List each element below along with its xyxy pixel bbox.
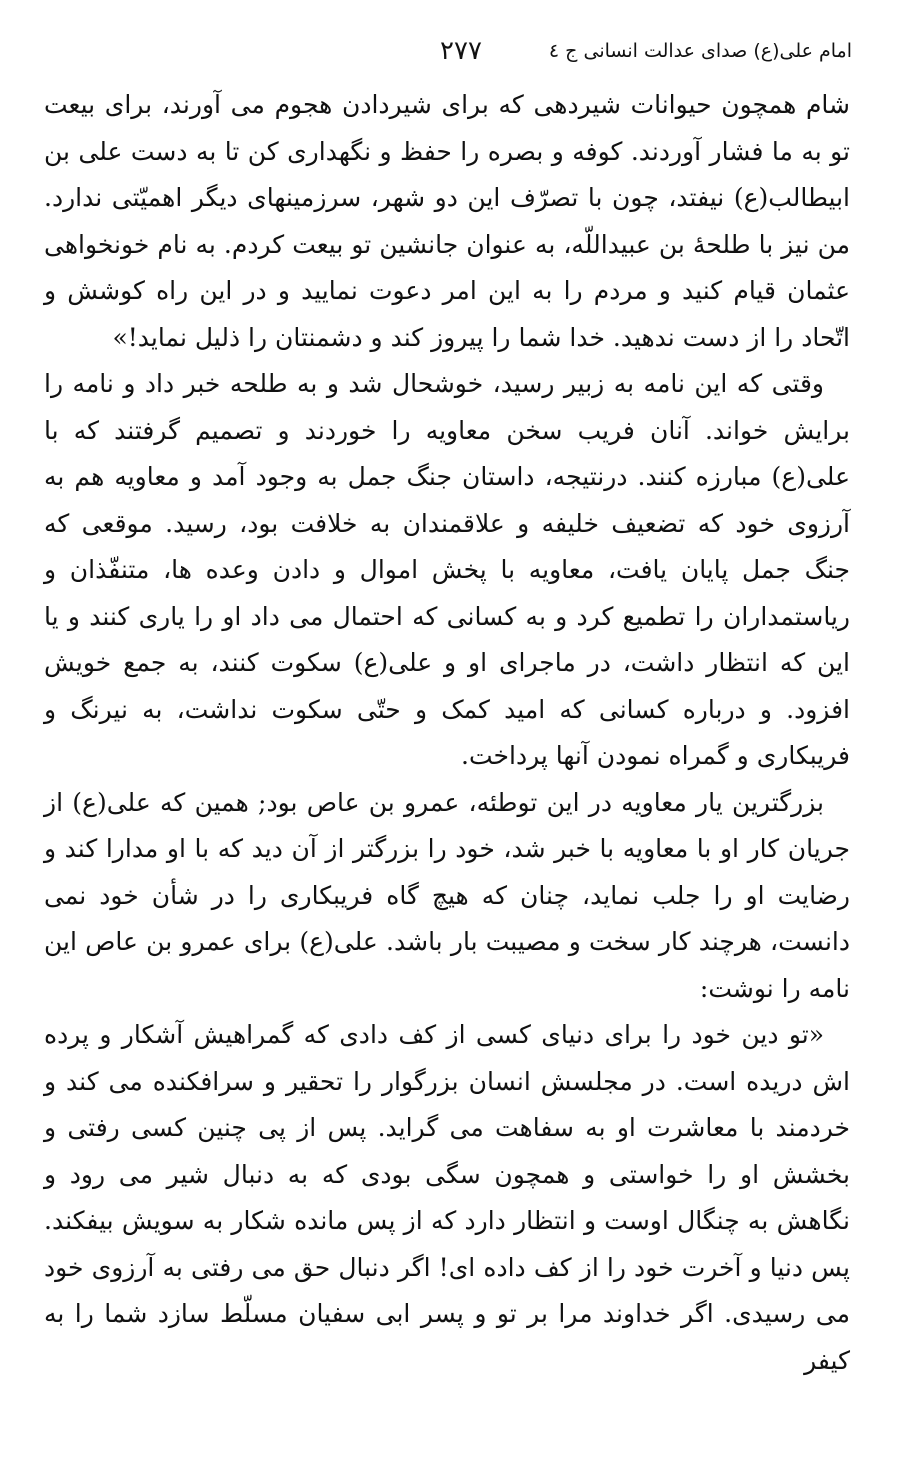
page-header [40,36,852,72]
body-text [44,82,850,1384]
paragraph-2: وقتی که این نامه به زبیر رسید، خوشحال شد و به طلحه خبر داد و نامه را برایش خواند. آنان فریب سخن معاویه را خوردند و تصمیم گرفتند که با علی(ع) مبارزه کنند. درنتیجه، داستان جنگ جمل به وجود آمد و معاویه هم به آرزوی خود که تضعیف خلیفه و علاقمندان به خلافت بود، رسید. موقعی که جنگ جمل پایان یافت، معاویه با پخش اموال و دادن وعده ها، متنفّذان و ریاستمداران را تطمیع کرد و به کسانی که احتمال می داد او را یاری کنند و یا این که انتظار داشت، در ماجرای او و علی(ع) سکوت کنند، به جمع خویش افزود. و درباره کسانی که امید کمک و حتّی سکوت نداشت، به نیرنگ و فریبکاری و گمراه نمودن آنها پرداخت. [44,369,850,770]
paragraph-1: شام همچون حیوانات شیردهی که برای شیردادن هجوم می آورند، برای بیعت تو به ما فشار آوردند. کوفه و بصره را حفظ و نگهداری کن تا به دست علی بن ابیطالب(ع) نیفتد، چون با تصرّف این دو شهر، سرزمینهای دیگر اهمیّتی ندارد. من نیز با طلحهٔ بن عبیداللّه، به عنوان جانشین تو بیعت کردم. به نام خونخواهی عثمان قیام کنید و مردم را به این امر دعوت نمایید و در این راه کوشش و اتّحاد را از دست ندهید. خدا شما را پیروز کند و دشمنتان را ذلیل نماید!» [44,90,850,352]
paragraph-4: «تو دین خود را برای دنیای کسی از کف دادی که گمراهیش آشکار و پرده اش دریده است. در مجلسش انسان بزرگوار را تحقیر و سرافکنده می کند و خردمند با معاشرت او به سفاهت می گراید. پس از پی چنین کسی رفتی و بخشش او را خواستی و همچون سگی بودی که به دنبال شیر می رود و نگاهش به چنگال اوست و انتظار دارد که از پس مانده شکار به سویش بیفکند. پس دنیا و آخرت خود را از کف داده ای! اگر دنبال حق می رفتی به آرزوی خود می رسیدی. اگر خداوند مرا بر تو و پسر ابی سفیان مسلّط سازد شما را به کیفر [44,1020,850,1375]
paragraph-3: بزرگترین یار معاویه در این توطئه، عمرو بن عاص بود; همین که علی(ع) از جریان کار او با معاویه با خبر شد، خود را بزرگتر از آن دید که با او مدارا کند و رضایت او را جلب نماید، چنان که هیچ گاه فریبکاری را در شأن خود نمی دانست، هرچند کار سخت و مصیبت بار باشد. علی(ع) برای عمرو بن عاص این نامه را نوشت: [44,787,850,1003]
running-title: امام علی(ع) صدای عدالت انسانی ج ٤ [548,40,852,62]
page-number: ۲۷۷ [440,36,482,66]
